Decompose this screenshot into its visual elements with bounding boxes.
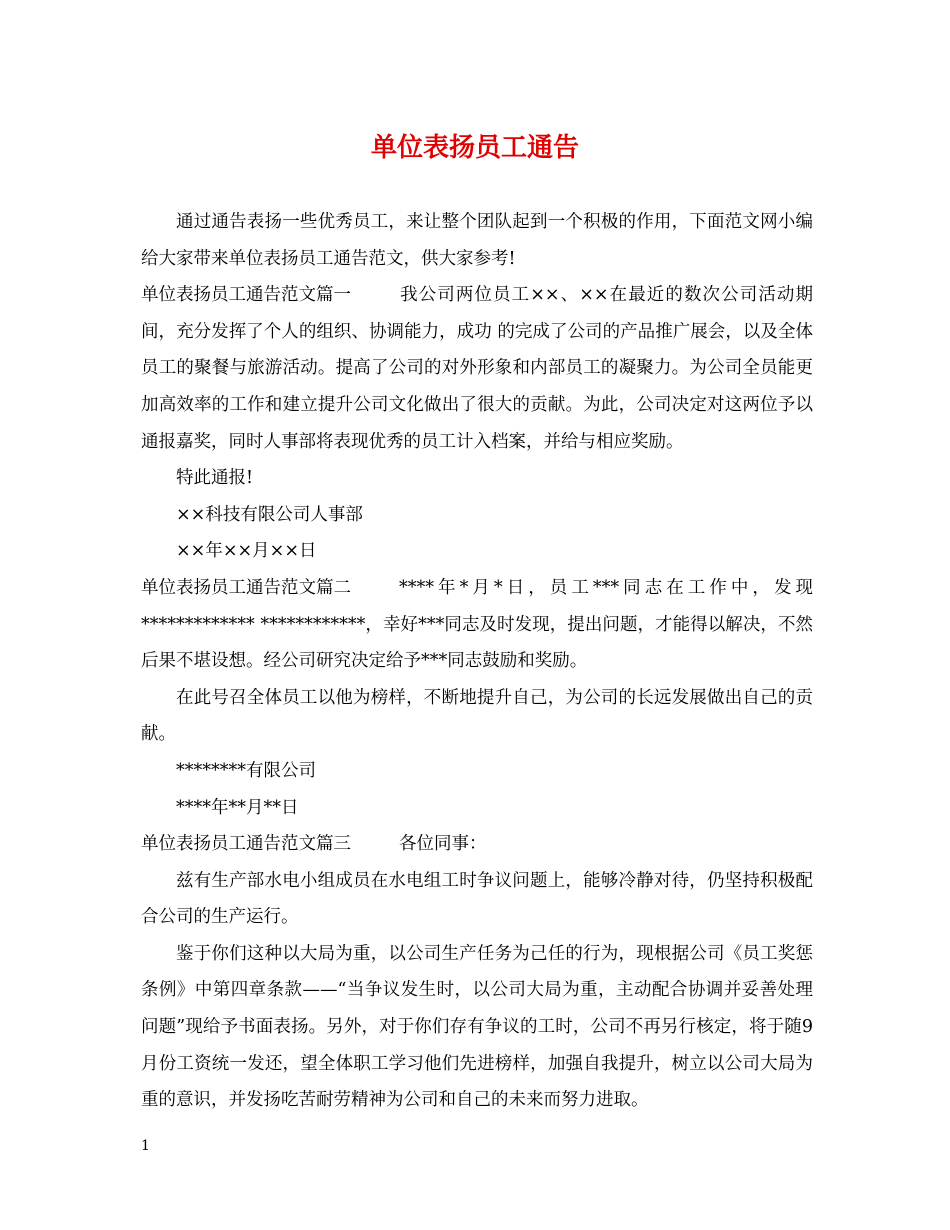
section-2-signature: ********有限公司: [176, 760, 316, 781]
section-2-date: ****年**月**日: [176, 797, 299, 818]
section-2-lead: [141, 570, 813, 680]
section-3-paragraph: 鉴于你们这种以大局为重，以公司生产任务为己任的行为，现根据公司《员工奖惩条例》中第四章条款——“当争议发生时，以公司大局为重，主动配合协调并妥善处理问题”现给予书面表扬。另外，对于你们存有争议的工时，公司不再另行核定，将于随9月份工资统一发还，望全体职工学习他们先进榜样，加强自我提升，树立以公司大局为重的意识，并发扬吃苦耐劳精神为公司和自己的未来而努力进取。: [141, 943, 813, 1111]
section-3-paragraph: 兹有生产部水电小组成员在水电组工时争议问题上，能够冷静对待，仍坚持积极配合公司的生产运行。: [141, 870, 813, 928]
section-1-paragraph: 特此通报!: [176, 468, 254, 489]
section-1-text: 我公司两位员工××、××在最近的数次公司活动期间，充分发挥了个人的组织、协调能力，成功 的完成了公司的产品推广展会，以及全体员工的聚餐与旅游活动。提高了公司的对外形象和内部员工的凝聚力。为公司全员能更加高效率的工作和建立提升公司文化做出了很大的贡献。为此，公司决定对这两位予以通报嘉奖，同时人事部将表现优秀的员工计入档案，并给与相应奖励。: [141, 285, 813, 452]
section-2-text: ****年*月*日，员工***同志在工作中，发现************* ************，幸好***同志及时发现，提出问题，才能得以解决，不然后果不堪设想。经公司研究决定给予***同志鼓励和奖励。: [141, 577, 813, 672]
section-2-heading: 单位表扬员工通告范文篇二: [141, 577, 351, 598]
document-title: 单位表扬员工通告: [370, 133, 579, 163]
section-3-lead: [141, 826, 813, 863]
section-3-text: 各位同事：: [399, 834, 487, 855]
section-2-paragraph: 在此号召全体员工以他为榜样，不断地提升自己，为公司的长远发展做出自己的贡献。: [141, 687, 813, 745]
section-3-heading: 单位表扬员工通告范文篇三: [141, 834, 351, 855]
section-1-signature: ××科技有限公司人事部: [176, 504, 363, 525]
section-1-date: ××年××月××日: [176, 541, 317, 562]
document-body: [141, 204, 813, 1119]
intro-paragraph: 通过通告表扬一些优秀员工，来让整个团队起到一个积极的作用，下面范文网小编给大家带来单位表扬员工通告范文，供大家参考!: [141, 212, 813, 269]
section-1-heading: 单位表扬员工通告范文篇一: [141, 285, 351, 306]
page-number: 1: [141, 1138, 150, 1154]
section-1-lead: [141, 277, 813, 460]
